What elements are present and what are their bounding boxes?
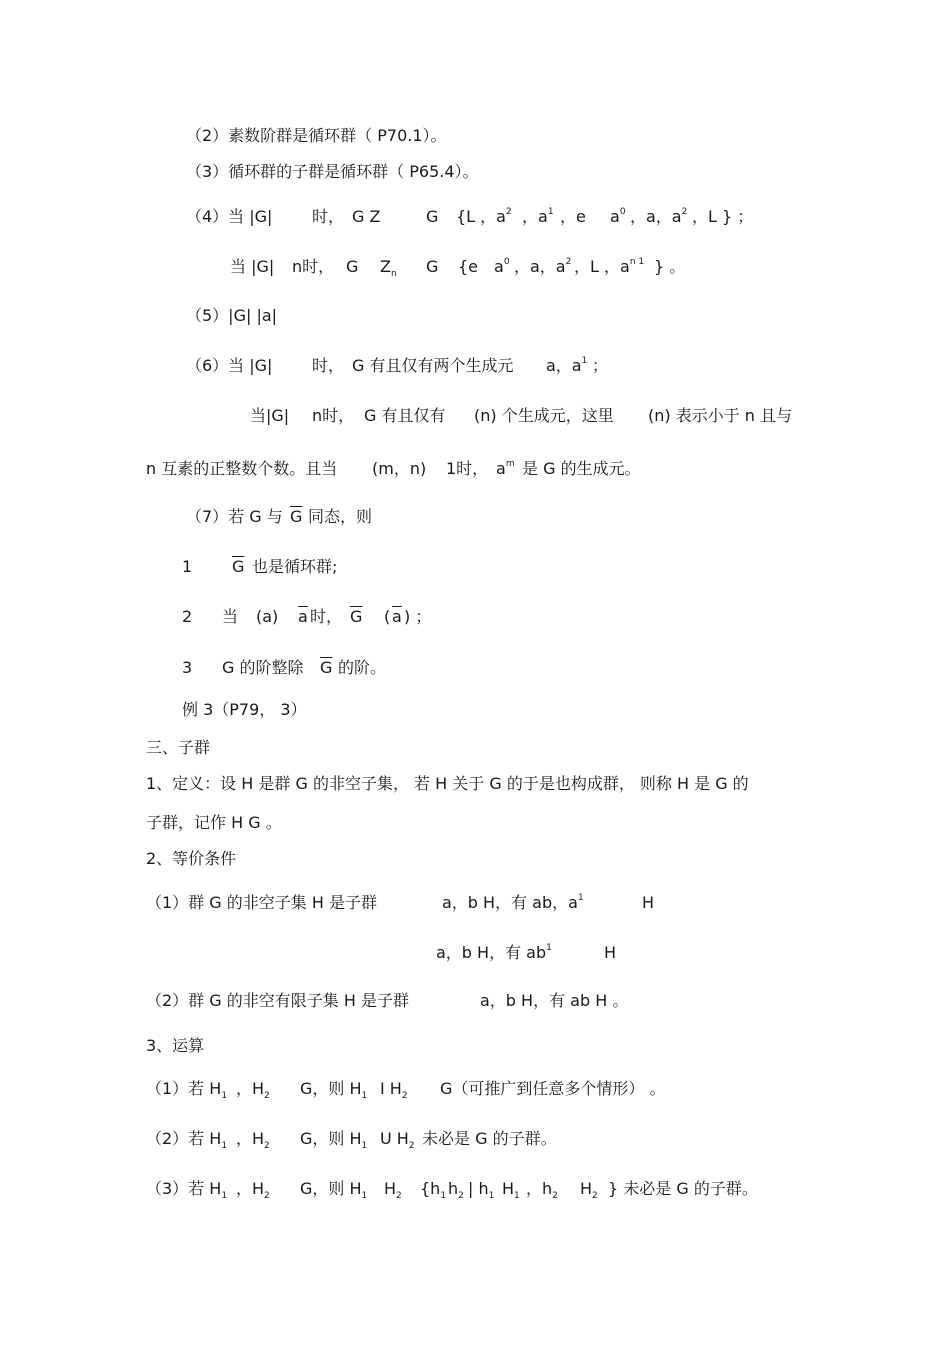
text-seg: （7）若 G 与 bbox=[186, 507, 283, 526]
text-seg: n时， bbox=[312, 406, 355, 425]
line-text: （2）素数阶群是循环群（ P70.1）。 bbox=[186, 126, 447, 145]
math-seg: $\overline{G}$ bbox=[232, 557, 245, 576]
math-seg: {e bbox=[458, 257, 479, 276]
formula-line bbox=[146, 892, 666, 916]
formula-line bbox=[436, 942, 636, 966]
text-seg: 当 bbox=[222, 607, 239, 626]
math-seg: $\overline{G}$ bbox=[350, 607, 363, 626]
text-line bbox=[186, 125, 447, 147]
subsection-heading bbox=[146, 1035, 204, 1057]
math-seg: {$h_1$ bbox=[420, 1179, 447, 1201]
line-text: （3）循环群的子群是循环群（ P65.4）。 bbox=[186, 162, 479, 181]
math-seg: $a^0$ bbox=[494, 257, 510, 276]
text-line bbox=[182, 699, 307, 721]
formula-line bbox=[146, 1078, 706, 1102]
text-seg: 时， bbox=[312, 207, 345, 226]
math-seg: ，e bbox=[560, 207, 586, 226]
math-seg: a，b H，有 $ab^1$ bbox=[436, 943, 552, 962]
text-seg: G（可推广到任意多个情形） 。 bbox=[440, 1079, 666, 1098]
math-seg: G Z bbox=[352, 207, 381, 226]
line-text: 子群，记作 H G 。 bbox=[146, 813, 282, 832]
math-seg: $\overline{a}$ bbox=[298, 607, 308, 626]
text-seg: （2）群 G 的非空有限子集 H 是子群 bbox=[146, 991, 409, 1010]
math-seg: G，则 $H_1$ bbox=[300, 1079, 368, 1101]
math-seg: $h_2$ bbox=[448, 1179, 464, 1201]
section-heading bbox=[146, 737, 210, 759]
formula-line bbox=[146, 1128, 626, 1152]
math-seg: ，a，$a^2$ bbox=[630, 207, 688, 226]
formula-line bbox=[182, 657, 422, 681]
formula-line bbox=[186, 206, 786, 230]
text-seg: G 的阶整除 bbox=[222, 658, 304, 677]
formula-line bbox=[186, 506, 406, 530]
math-seg: $a^m$ bbox=[496, 459, 515, 478]
math-seg: a，$a^1$ bbox=[546, 356, 588, 375]
text-line bbox=[186, 305, 277, 327]
text-seg: 的阶。 bbox=[338, 658, 387, 677]
formula-line bbox=[230, 256, 710, 280]
heading-text: 2、等价条件 bbox=[146, 849, 237, 868]
text-seg: 时， bbox=[312, 356, 345, 375]
math-seg: ，$H_2$ bbox=[236, 1179, 270, 1201]
math-seg: ，$h_2$ bbox=[526, 1179, 558, 1201]
math-seg: ( bbox=[384, 607, 391, 626]
text-seg: （6）当 |G| bbox=[186, 356, 273, 375]
subsection-heading bbox=[146, 848, 236, 870]
math-seg: H bbox=[642, 893, 655, 912]
line-text: 1、定义：设 H 是群 G 的非空子集， 若 H 关于 G 的于是也构成群， 则称 H 是 G 的 bbox=[146, 774, 749, 793]
text-seg: 同态，则 bbox=[308, 507, 373, 526]
text-line bbox=[146, 773, 749, 795]
math-seg: I $H_2$ bbox=[380, 1079, 408, 1101]
text-line bbox=[146, 812, 282, 834]
math-seg: ) ； bbox=[404, 607, 432, 626]
math-seg: G bbox=[346, 257, 359, 276]
math-seg: {L ，$a^2$ bbox=[456, 207, 512, 226]
math-seg: a，b H，有 ab，$a^1$ bbox=[442, 893, 584, 912]
math-seg: （1）若 $H_1$ bbox=[146, 1079, 228, 1101]
text-seg: （1）群 G 的非空子集 H 是子群 bbox=[146, 893, 377, 912]
text-seg: （4）当 |G| bbox=[186, 207, 273, 226]
text-seg: G 有且仅有 bbox=[364, 406, 446, 425]
math-seg: } 。 bbox=[654, 257, 686, 276]
formula-line bbox=[182, 606, 442, 630]
formula-line bbox=[146, 990, 686, 1014]
heading-text: 三、子群 bbox=[146, 738, 211, 757]
math-seg: U $H_2$ bbox=[380, 1129, 415, 1151]
math-seg: (a) bbox=[256, 607, 279, 626]
math-seg: a，b H，有 ab H 。 bbox=[480, 991, 629, 1010]
math-seg: ，a，$a^2$ bbox=[514, 257, 572, 276]
math-seg: ，$a^1$ bbox=[522, 207, 554, 226]
math-seg: $\overline{G}$ bbox=[290, 507, 303, 526]
text-seg: (n) 个生成元，这里 bbox=[474, 406, 614, 425]
formula-line bbox=[146, 1178, 786, 1202]
text-seg: 当|G| bbox=[250, 406, 290, 425]
text-seg: (n) 表示小于 n 且与 bbox=[648, 406, 793, 425]
line-text: 例 3（P79， 3） bbox=[182, 700, 307, 719]
list-number: 1 bbox=[182, 557, 193, 576]
text-line bbox=[186, 161, 479, 183]
math-seg: H bbox=[604, 943, 617, 962]
math-seg: (m，n) bbox=[372, 459, 427, 478]
text-seg: 1时， bbox=[446, 459, 489, 478]
math-seg: ，L } ； bbox=[692, 207, 754, 226]
math-seg: $a^0$ bbox=[610, 207, 626, 226]
text-seg: 也是循环群; bbox=[252, 557, 338, 576]
text-seg: } 未必是 G 的子群。 bbox=[608, 1179, 758, 1198]
text-seg: 是 G 的生成元。 bbox=[522, 459, 641, 478]
text-seg: 当 |G| bbox=[230, 257, 275, 276]
math-seg: ，$H_2$ bbox=[236, 1129, 270, 1151]
math-seg: $Z_n$ bbox=[380, 257, 397, 279]
math-seg: $\overline{a}$ bbox=[392, 607, 402, 626]
formula-line bbox=[186, 355, 626, 379]
math-seg: ，$H_2$ bbox=[236, 1079, 270, 1101]
line-text: （5）|G| |a| bbox=[186, 306, 278, 325]
math-seg: （3）若 $H_1$ bbox=[146, 1179, 228, 1201]
math-seg: | $h_1$ bbox=[468, 1179, 495, 1201]
text-seg: ； bbox=[592, 356, 609, 375]
math-seg: $H_2$ bbox=[384, 1179, 402, 1201]
math-seg: $H_2$ bbox=[580, 1179, 598, 1201]
math-seg: G，则 $H_1$ bbox=[300, 1179, 368, 1201]
math-seg: G，则 $H_1$ bbox=[300, 1129, 368, 1151]
math-seg: $\overline{G}$ bbox=[320, 658, 333, 677]
math-seg: ，L ，$a^{n 1}$ bbox=[574, 257, 645, 276]
list-number: 3 bbox=[182, 658, 193, 677]
text-seg: G 有且仅有两个生成元 bbox=[352, 356, 514, 375]
text-seg: 未必是 G 的子群。 bbox=[422, 1129, 557, 1148]
list-number: 2 bbox=[182, 607, 193, 626]
formula-line bbox=[146, 458, 666, 482]
text-seg: 时， bbox=[310, 607, 343, 626]
formula-line bbox=[250, 405, 810, 429]
math-seg: （2）若 $H_1$ bbox=[146, 1129, 228, 1151]
math-seg: G bbox=[426, 207, 439, 226]
math-seg: $H_1$ bbox=[502, 1179, 520, 1201]
formula-line bbox=[182, 556, 382, 580]
text-seg: n 互素的正整数个数。且当 bbox=[146, 459, 338, 478]
heading-text: 3、运算 bbox=[146, 1036, 205, 1055]
text-seg: n时， bbox=[292, 257, 335, 276]
math-seg: G bbox=[426, 257, 439, 276]
